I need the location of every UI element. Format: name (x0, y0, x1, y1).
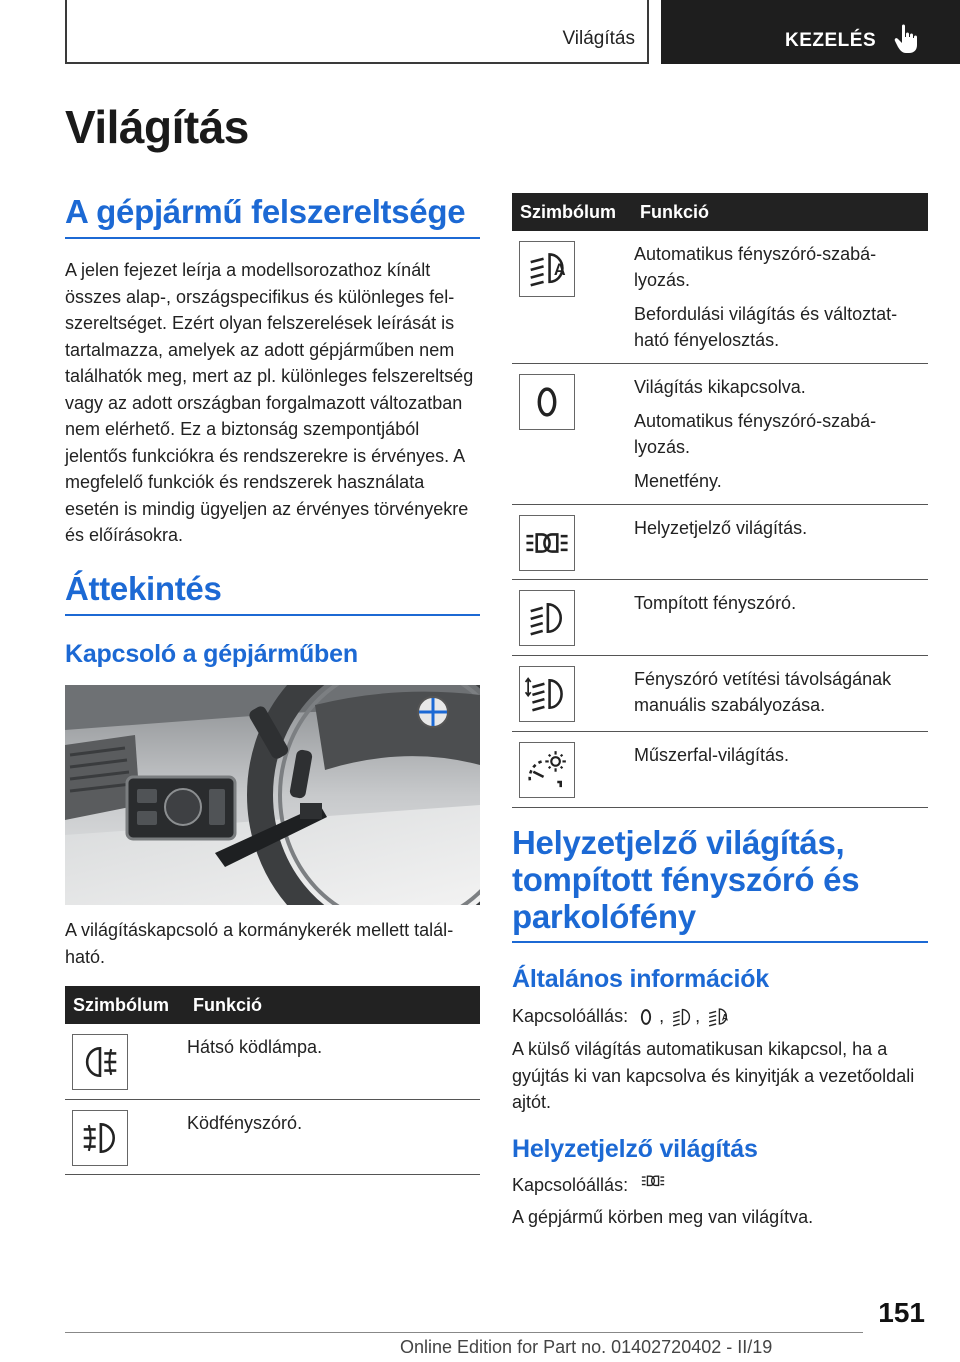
light-switch-photo (65, 685, 480, 905)
front-fog-lamp-icon (72, 1110, 128, 1166)
low-beam-icon (519, 590, 575, 646)
function-text: Világítás kikapcsolva. (634, 377, 806, 397)
left-symbol-table (65, 986, 480, 1175)
page-title: Világítás (65, 101, 249, 153)
zero-position-icon (519, 374, 575, 430)
rear-fog-lamp-icon (72, 1034, 128, 1090)
footer-divider (65, 1332, 863, 1333)
photo-caption: A világításkapcsoló a kormánykerék mellett található. (65, 920, 454, 967)
low-beam-icon (669, 1004, 695, 1030)
table-row (512, 732, 928, 808)
pointing-hand-icon (893, 23, 923, 55)
auto-headlight-icon (705, 1004, 731, 1030)
headlight-range-icon (519, 666, 575, 722)
table-row (512, 364, 928, 505)
table-row (65, 1099, 480, 1174)
table-row (512, 231, 928, 364)
parking-light-icon (633, 1173, 673, 1199)
auto-headlight-icon (519, 241, 575, 297)
function-text: Ködfényszóró. (187, 1112, 303, 1133)
parking-switch-row (512, 1172, 928, 1199)
parking-heading: Helyzetjelző világítás (512, 1135, 758, 1163)
function-text: Helyzetjelző világítás. (634, 518, 808, 538)
instrument-lighting-icon (519, 742, 575, 798)
table-row (512, 580, 928, 656)
equipment-text: A jelen fejezet leírja a modellsorozathoz kínált összes alap-, országspecifikus és különleges felszereltséget. Ezért olyan felszerelések leírását is tartalmazza, amelyek az adott gépjárműben nem találhatók meg, mert az pl. különleges felszereltség vagy az adott országban forgalmazott változatban nem elérhető. Ez a biztonság szempontjából jelentős funkciókra és rendszerekre is érvényes. A megfelelő funkciók és rendszerek használata esetén is mindig ügyeljen az érvényes törvényekre és előírásokra. (65, 260, 474, 545)
zero-position-icon (633, 1004, 659, 1030)
parking-light-icon (519, 515, 575, 571)
switch-position-label: Kapcsolóállás: (512, 1175, 629, 1195)
header-chapter-tab (661, 0, 960, 64)
table-row (512, 505, 928, 580)
function-text: Befordulási világítás és változtatható fényelosztás. (634, 304, 898, 350)
function-text: Menetfény. (634, 471, 722, 491)
lights-heading: Helyzetjelző világítás, tompított fényszóró és parkolófény (512, 824, 928, 943)
right-symbol-table (512, 193, 928, 808)
col-function-header: Funkció (185, 986, 480, 1024)
function-text: Fényszóró vetítési távolságának manuális szabályozása. (634, 669, 892, 715)
col-symbol-header: Szimbólum (512, 193, 632, 231)
footer-edition: Online Edition for Part no. 01402720402 - II/19 (400, 1337, 773, 1357)
general-heading: Általános információk (512, 965, 769, 993)
function-text: Automatikus fényszóró-szabályozás. (634, 411, 877, 457)
switch-position-label: Kapcsolóállás: (512, 1006, 629, 1026)
function-text: Tompított fényszóró. (634, 593, 797, 613)
header-section-box (65, 0, 649, 64)
table-row (65, 1024, 480, 1099)
general-text: A külső világítás automatikusan kikapcsol, ha a gyújtás ki van kapcsolva és kinyitják a vezetőoldali ajtót. (512, 1039, 915, 1112)
col-symbol-header: Szimbólum (65, 986, 185, 1024)
function-text: Műszerfal-világítás. (634, 745, 790, 765)
parking-text: A gépjármű körben meg van világítva. (512, 1207, 814, 1227)
equipment-heading: A gépjármű felszereltsége (65, 193, 480, 239)
header-section-title: Világítás (562, 28, 635, 49)
page-number: 151 (878, 1297, 925, 1328)
function-text: Automatikus fényszóró-szabályozás. (634, 244, 877, 290)
overview-heading: Áttekintés (65, 570, 480, 616)
table-row (512, 656, 928, 732)
function-text: Hátsó ködlámpa. (187, 1037, 323, 1057)
general-switch-row: Kapcsolóállás: , , (512, 1003, 928, 1030)
header-chapter-label: KEZELÉS (785, 30, 877, 51)
col-function-header: Funkció (632, 193, 928, 231)
switch-heading: Kapcsoló a gépjárműben (65, 640, 358, 668)
